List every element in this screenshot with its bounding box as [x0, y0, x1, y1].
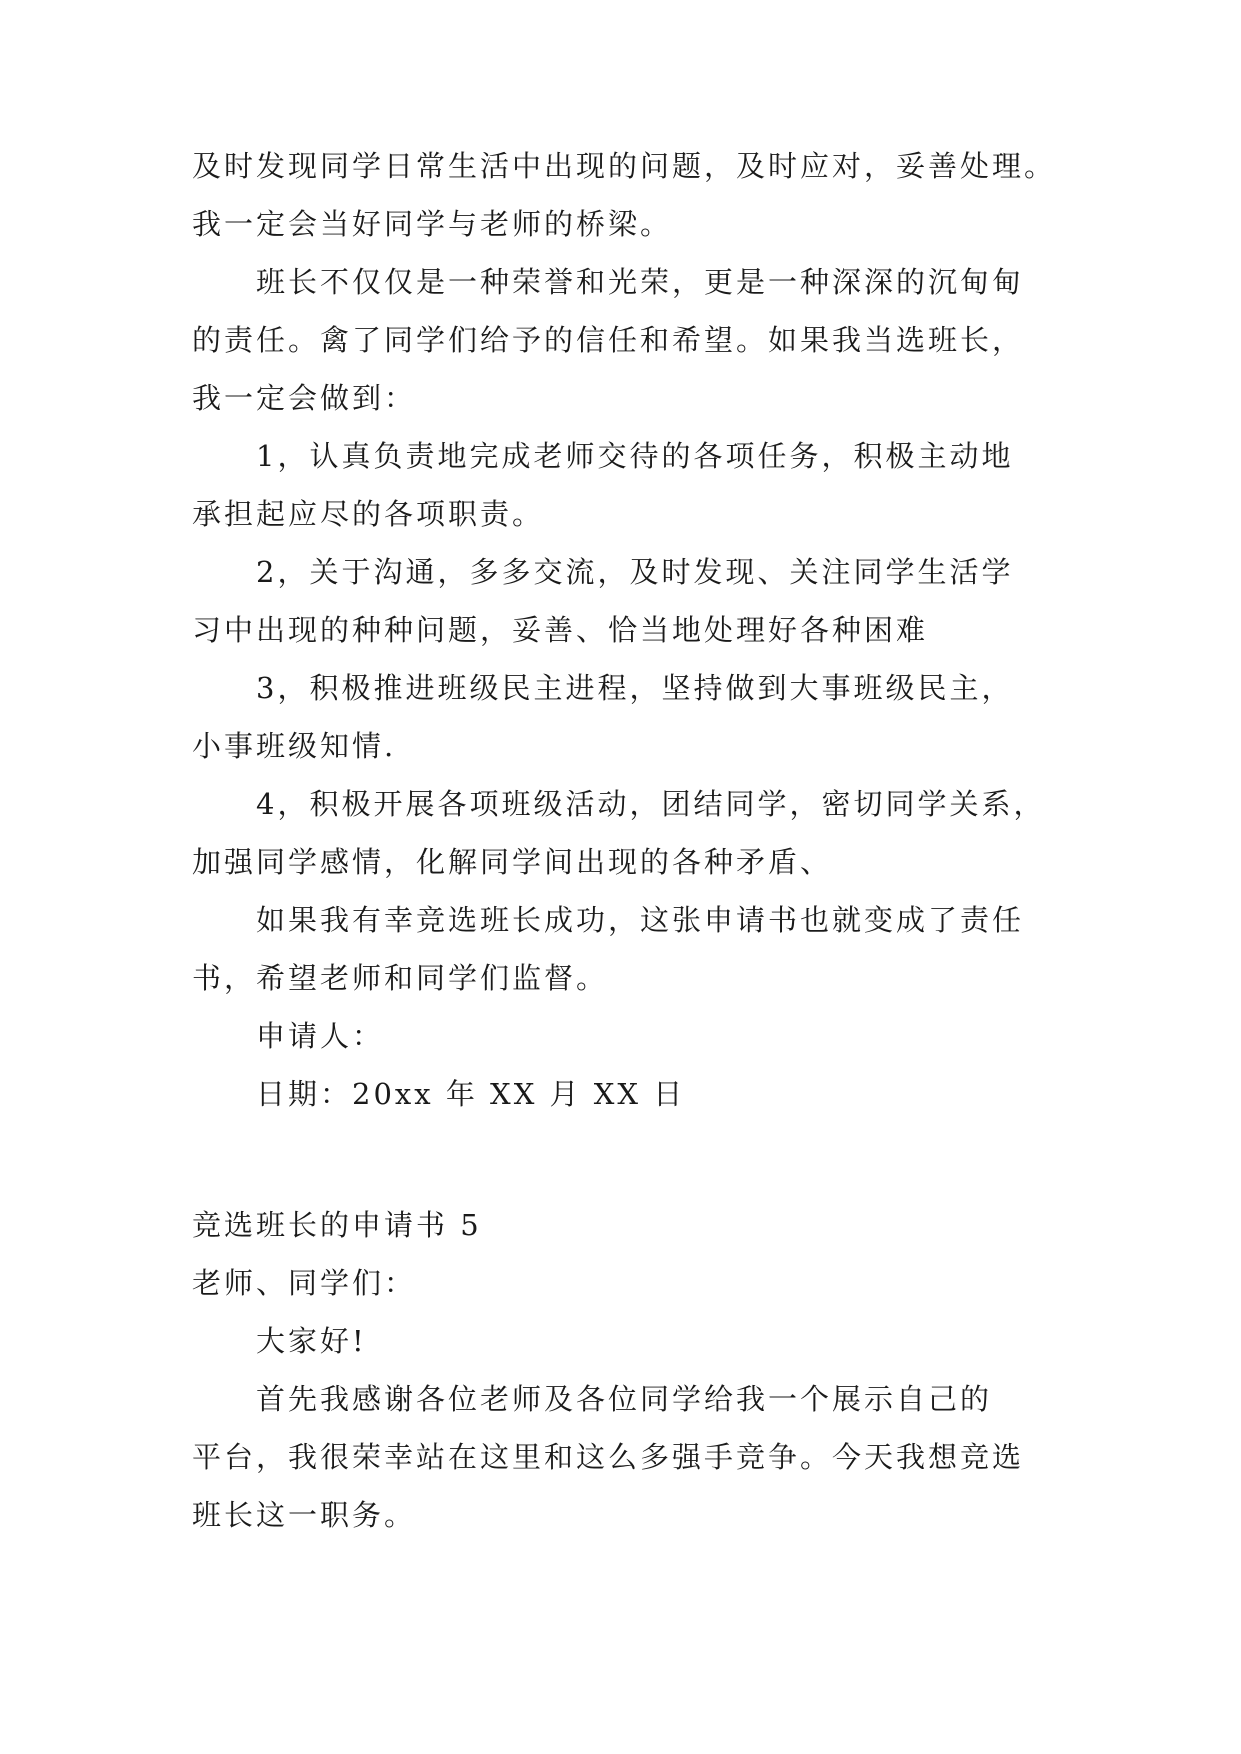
paragraph-line: 平台，我很荣幸站在这里和这么多强手竞争。今天我想竞选: [192, 1440, 1025, 1474]
list-item-2-cont: 习中出现的种种问题，妥善、恰当地处理好各种困难: [192, 613, 929, 647]
salutation: 老师、同学们：: [192, 1266, 417, 1300]
closing-paragraph: 如果我有幸竞选班长成功，这张申请书也就变成了责任: [256, 903, 1025, 937]
paragraph-line: 我一定会做到：: [192, 381, 417, 415]
list-item-4: 4，积极开展各项班级活动，团结同学，密切同学关系，: [256, 787, 1046, 821]
section-5: [192, 1196, 1052, 1544]
paragraph-line: 班长不仅仅是一种荣誉和光荣，更是一种深深的沉甸甸: [256, 265, 1025, 299]
list-item-2: 2，关于沟通，多多交流，及时发现、关注同学生活学: [256, 555, 1014, 589]
paragraph-line: 首先我感谢各位老师及各位同学给我一个展示自己的: [256, 1382, 993, 1416]
text-line: 及时发现同学日常生活中出现的问题，及时应对，妥善处理。: [192, 149, 1057, 183]
body-text-top: [192, 137, 1057, 1123]
list-item-1-cont: 承担起应尽的各项职责。: [192, 497, 545, 531]
paragraph-line: 的责任。禽了同学们给予的信任和希望。如果我当选班长，: [192, 323, 1025, 357]
greeting: 大家好!: [256, 1324, 367, 1358]
list-item-4-cont: 加强同学感情，化解同学间出现的各种矛盾、: [192, 845, 833, 879]
paragraph-line: 班长这一职务。: [192, 1498, 417, 1532]
list-item-3: 3，积极推进班级民主进程，坚持做到大事班级民主，: [256, 671, 1014, 705]
section-title: 竞选班长的申请书 5: [192, 1208, 482, 1242]
closing-paragraph-cont: 书，希望老师和同学们监督。: [192, 961, 609, 995]
list-item-3-cont: 小事班级知情.: [192, 729, 397, 763]
text-line: 我一定会当好同学与老师的桥梁。: [192, 207, 673, 241]
date-line: 日期：20xx 年 XX 月 XX 日: [256, 1077, 686, 1111]
applicant-label: 申请人：: [256, 1019, 385, 1053]
list-item-1: 1，认真负责地完成老师交待的各项任务，积极主动地: [256, 439, 1014, 473]
